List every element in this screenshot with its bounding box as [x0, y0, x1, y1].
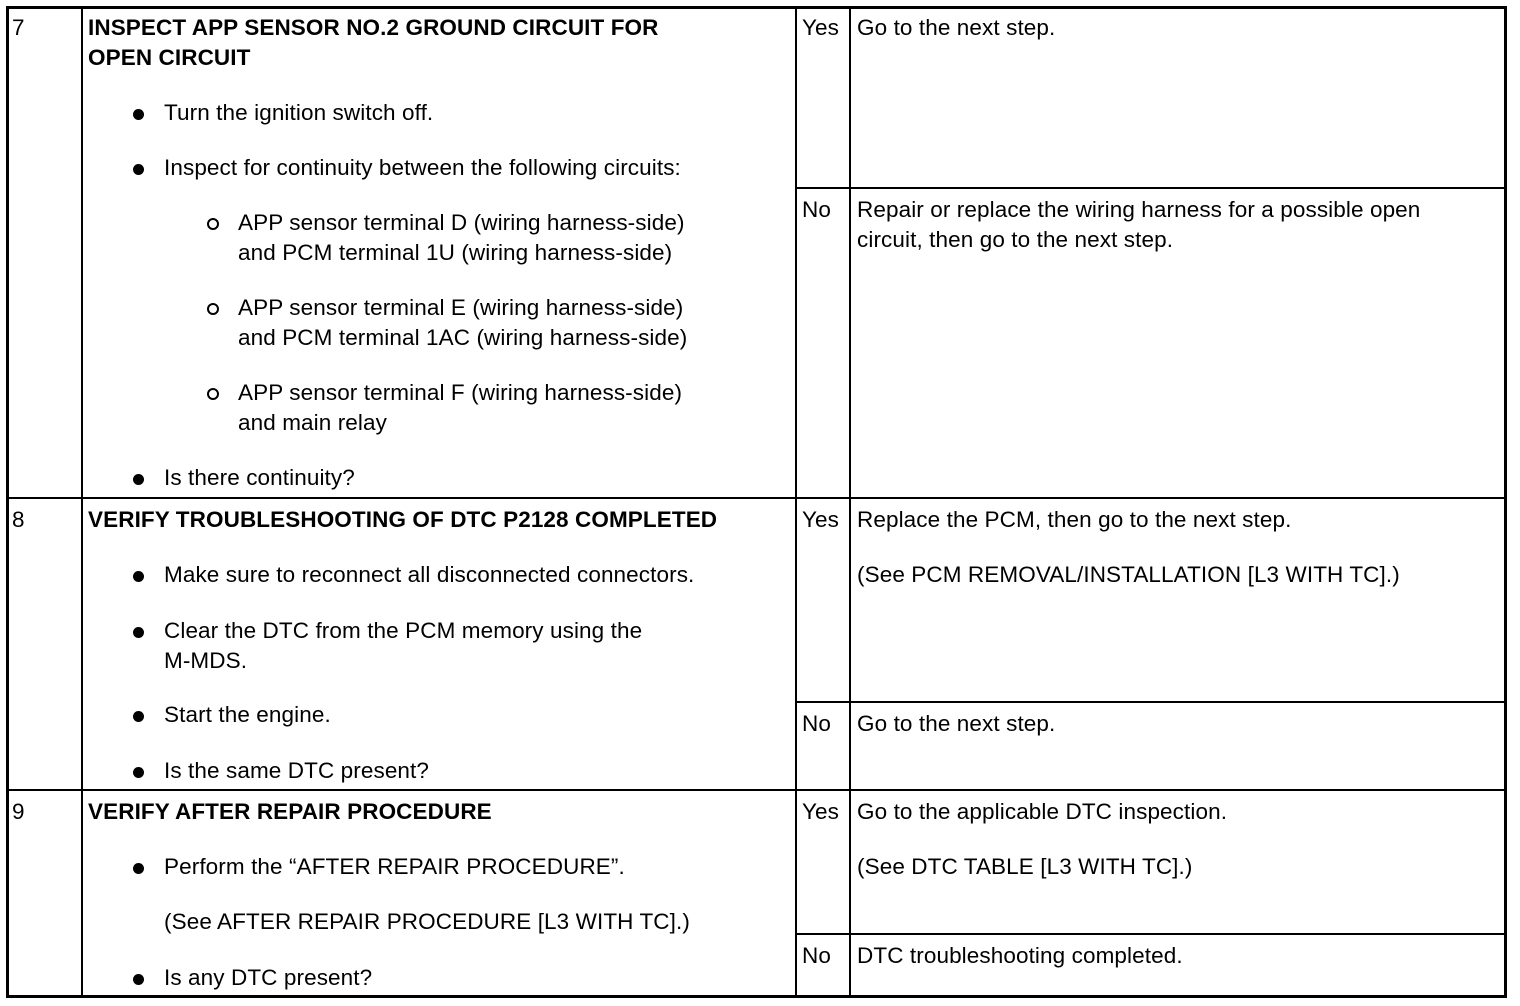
- step-question: Is there continuity?: [164, 465, 355, 490]
- bullet-icon: [133, 164, 144, 175]
- bullet-icon: [133, 627, 144, 638]
- yes-reference: (See DTC TABLE [L3 WITH TC].): [857, 854, 1193, 879]
- no-action: Go to the next step.: [857, 711, 1056, 736]
- row-divider-7-8: [6, 497, 1507, 499]
- step-title: VERIFY AFTER REPAIR PROCEDURE: [88, 799, 492, 824]
- yes-action: Go to the applicable DTC inspection.: [857, 799, 1228, 824]
- step-number: 7: [12, 15, 25, 40]
- step-question: Is any DTC present?: [164, 965, 373, 990]
- hollow-bullet-icon: [207, 218, 219, 230]
- bullet-icon: [133, 109, 144, 120]
- step-instruction: Turn the ignition switch off.: [164, 100, 434, 125]
- yes-label: Yes: [802, 507, 840, 532]
- no-label: No: [802, 943, 831, 968]
- yes-reference: (See PCM REMOVAL/INSTALLATION [L3 WITH TC].): [857, 562, 1400, 587]
- no-label: No: [802, 711, 831, 736]
- step-instruction: Clear the DTC from the PCM memory using the: [164, 618, 643, 643]
- yes-label: Yes: [802, 15, 840, 40]
- yes-label: Yes: [802, 799, 840, 824]
- sub-item-cont: and PCM terminal 1AC (wiring harness-side): [238, 325, 688, 350]
- column-divider-result: [849, 6, 851, 998]
- yes-action: Go to the next step.: [857, 15, 1056, 40]
- bullet-icon: [133, 974, 144, 985]
- sub-item: APP sensor terminal F (wiring harness-side): [238, 380, 683, 405]
- yes-no-divider-8: [795, 701, 1507, 703]
- step-instruction: Start the engine.: [164, 702, 331, 727]
- step-number: 8: [12, 507, 25, 532]
- sub-item-cont: and main relay: [238, 410, 387, 435]
- step-number: 9: [12, 799, 25, 824]
- step-instruction: Make sure to reconnect all disconnected connectors.: [164, 562, 695, 587]
- column-divider-action: [795, 6, 797, 998]
- sub-item: APP sensor terminal D (wiring harness-side): [238, 210, 685, 235]
- no-action: Repair or replace the wiring harness for a possible open: [857, 197, 1421, 222]
- step-instruction: Inspect for continuity between the following circuits:: [164, 155, 681, 180]
- no-action: DTC troubleshooting completed.: [857, 943, 1183, 968]
- hollow-bullet-icon: [207, 388, 219, 400]
- bullet-icon: [133, 711, 144, 722]
- hollow-bullet-icon: [207, 303, 219, 315]
- bullet-icon: [133, 767, 144, 778]
- bullet-icon: [133, 474, 144, 485]
- bullet-icon: [133, 863, 144, 874]
- no-action-cont: circuit, then go to the next step.: [857, 227, 1174, 252]
- column-divider-step: [81, 6, 83, 998]
- sub-item: APP sensor terminal E (wiring harness-side): [238, 295, 684, 320]
- no-label: No: [802, 197, 831, 222]
- step-question: Is the same DTC present?: [164, 758, 430, 783]
- yes-action: Replace the PCM, then go to the next step.: [857, 507, 1292, 532]
- step-title-cont: OPEN CIRCUIT: [88, 45, 251, 70]
- step-reference: (See AFTER REPAIR PROCEDURE [L3 WITH TC].): [164, 909, 690, 934]
- sub-item-cont: and PCM terminal 1U (wiring harness-side): [238, 240, 673, 265]
- row-divider-8-9: [6, 789, 1507, 791]
- step-instruction: Perform the “AFTER REPAIR PROCEDURE”.: [164, 854, 625, 879]
- step-instruction-cont: M-MDS.: [164, 648, 248, 673]
- yes-no-divider-7: [795, 187, 1507, 189]
- bullet-icon: [133, 571, 144, 582]
- step-title: VERIFY TROUBLESHOOTING OF DTC P2128 COMPLETED: [88, 507, 718, 532]
- yes-no-divider-9: [795, 933, 1507, 935]
- step-title: INSPECT APP SENSOR NO.2 GROUND CIRCUIT FOR: [88, 15, 659, 40]
